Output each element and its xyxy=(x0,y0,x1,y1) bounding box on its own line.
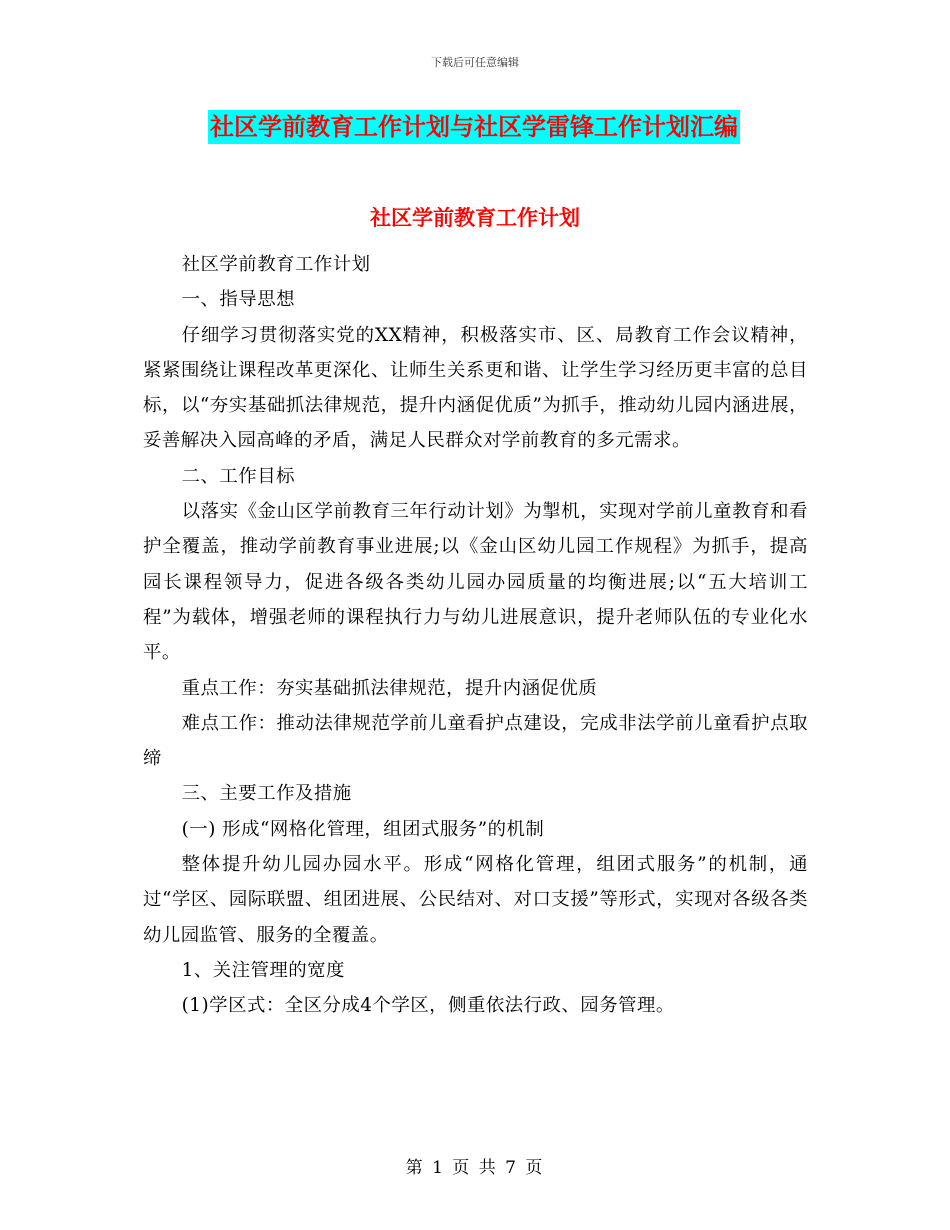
paragraph-section-heading: 二、工作目标 xyxy=(181,465,295,487)
paragraph: 以落实《金山区学前教育三年行动计划》为掣机，实现对学前儿童教育和看护全覆盖，推动学前教育事业进展;以《金山区幼儿园工作规程》为抓手，提高园长课程领导力，促进各级各类幼儿园办园质量的均衡进展;以“五大培训工程”为载体，增强老师的课程执行力与幼儿进展意识，提升老师队伍的专业化水平。 xyxy=(143,501,808,664)
paragraph-section-heading: 一、指导思想 xyxy=(181,289,295,311)
paragraph: 仔细学习贯彻落实党的XX精神，积极落实市、区、局教育工作会议精神，紧紧围绕让课程改革更深化、让师生关系更和谐、让学生学习经历更丰富的总目标，以“夯实基础抓法律规范，提升内涵促优质”为抓手，推动幼儿园内涵进展，妥善解决入园高峰的矛盾，满足人民群众对学前教育的多元需求。 xyxy=(143,324,808,452)
paragraph-subheading: (一) 形成“网格化管理，组团式服务”的机制 xyxy=(181,818,545,840)
paragraph-heading: 社区学前教育工作计划 xyxy=(181,254,371,275)
page-footer: 第 1 页 共 7 页 xyxy=(405,1158,545,1178)
body-text xyxy=(143,247,808,1024)
document-title: 社区学前教育工作计划与社区学雷锋工作计划汇编 xyxy=(208,110,740,144)
paragraph: (1)学区式：全区分成4个学区，侧重依法行政、园务管理。 xyxy=(181,995,675,1017)
paragraph: 重点工作：夯实基础抓法律规范，提升内涵促优质 xyxy=(181,677,598,699)
paragraph: 整体提升幼儿园办园水平。形成“网格化管理，组团式服务”的机制，通过“学区、园际联盟、组团进展、公民结对、对口支援”等形式，实现对各级各类幼儿园监管、服务的全覆盖。 xyxy=(143,854,808,946)
header-note: 下载后可任意编辑 xyxy=(431,56,519,69)
paragraph: 难点工作：推动法律规范学前儿童看护点建设，完成非法学前儿童看护点取缔 xyxy=(143,712,808,770)
paragraph-section-heading: 三、主要工作及措施 xyxy=(181,783,352,805)
paragraph-subheading: 1、关注管理的宽度 xyxy=(181,959,345,981)
section-title: 社区学前教育工作计划 xyxy=(370,205,580,230)
